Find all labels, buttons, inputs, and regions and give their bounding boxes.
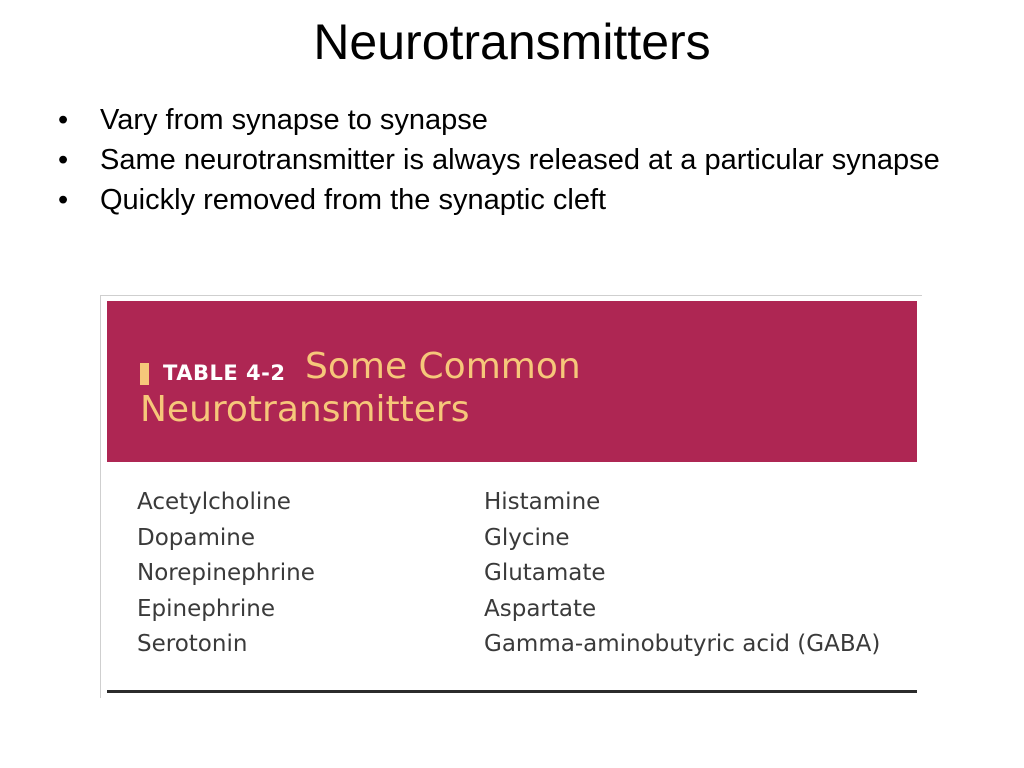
table-cell: Glutamate — [484, 560, 606, 586]
table-cell: Dopamine — [137, 524, 255, 551]
bullet-dot-icon: • — [58, 144, 69, 176]
table-cell: Histamine — [484, 489, 601, 515]
slide-title: Neurotransmitters — [313, 14, 711, 70]
table-cell: Aspartate — [484, 595, 597, 622]
table-title: Some Common Neurotransmitters — [140, 346, 581, 430]
bullet-dot-icon: • — [58, 104, 69, 136]
table-cell: Norepinephrine — [137, 560, 315, 586]
table-header — [107, 301, 917, 462]
bullet-item — [58, 183, 998, 217]
table-cell: Epinephrine — [137, 595, 275, 622]
table-cell: Glycine — [484, 524, 570, 551]
table-label: TABLE 4-2 — [163, 361, 286, 385]
bullet-text: Vary from synapse to synapse — [100, 104, 488, 136]
table-cell: Gamma-aminobutyric acid (GABA) — [484, 631, 881, 657]
table-left-column — [137, 485, 315, 663]
bullet-item — [58, 143, 998, 177]
bullet-text: Quickly removed from the synaptic cleft — [100, 184, 607, 216]
table-cell: Acetylcholine — [137, 489, 291, 515]
bullet-list — [58, 103, 998, 223]
table-right-column — [484, 485, 880, 663]
neurotransmitter-table-figure — [100, 295, 922, 698]
table-cell: Serotonin — [137, 631, 248, 657]
bullet-item — [58, 103, 998, 137]
bullet-text: Same neurotransmitter is always released at a particular synapse — [100, 144, 940, 176]
table-bottom-rule — [107, 690, 917, 693]
bullet-dot-icon: • — [58, 184, 69, 216]
table-marker-icon — [140, 363, 149, 385]
